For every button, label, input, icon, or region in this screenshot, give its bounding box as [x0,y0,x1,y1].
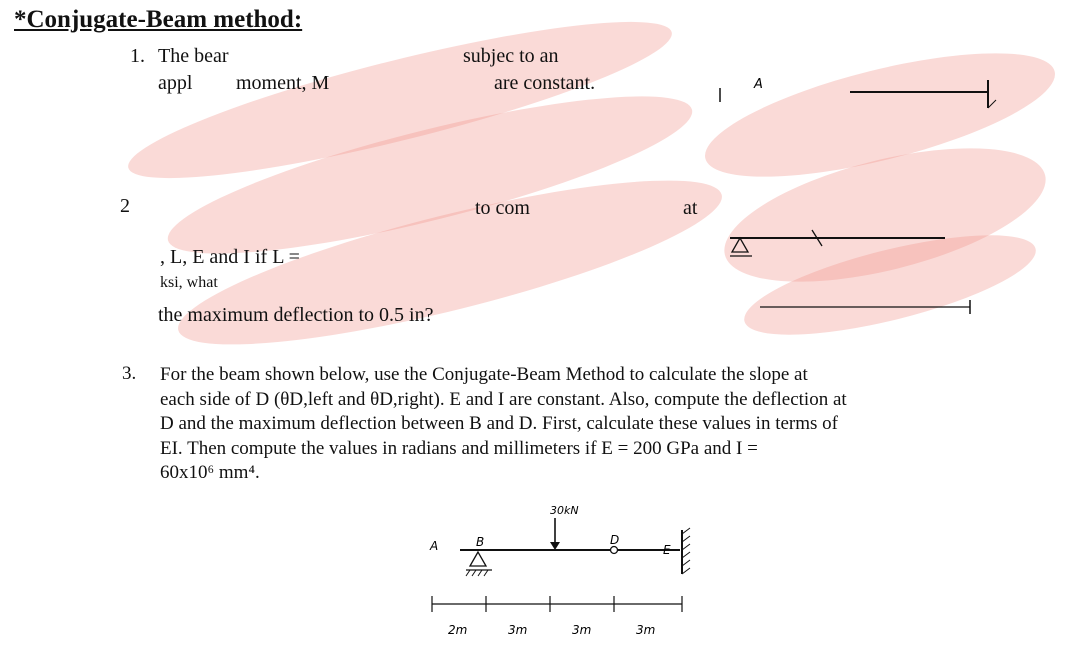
dimension-label: 3m [636,623,656,637]
problem-2-number: 2 [120,195,130,217]
page-heading: *Conjugate-Beam method: [14,6,303,33]
problem-1-line-2-mid: moment, M [236,72,330,94]
problem-1-number: 1. [130,45,145,67]
hinge-d [611,547,618,554]
problem-2-line-1-end: at [683,197,698,219]
point-e-label: E [663,543,671,557]
point-d-label: D [610,533,620,547]
problem-2-line-1-tail: to com [475,197,530,219]
problem-1-line-2: appl [158,72,193,94]
problem-3-line: each side of D (θD,left and θD,right). E and I are constant. Also, compute the deflection at [160,388,847,410]
point-b-label: B [476,535,485,549]
beam-figure [420,500,740,650]
dimension-label: 3m [508,623,528,637]
problem-1-line-1: The bear [158,45,229,67]
problem-2-line-4: ksi, what [160,274,218,291]
dimension-label: 2m [448,623,468,637]
problem-3-number: 3. [122,363,137,384]
partial-beam-figures [700,70,1040,340]
pin-support-b [466,552,492,576]
load-label: 30kN [550,504,579,517]
problem-3-text [160,363,1040,486]
beam-2-support [732,238,748,252]
dimension-label: 3m [572,623,592,637]
problem-1-line-2-tail: are constant. [494,72,596,94]
problem-3-line: For the beam shown below, use the Conjugate-Beam Method to calculate the slope at [160,364,808,385]
fixed-support-e [682,528,690,574]
problem-2-line-3: , L, E and I if L = [160,246,300,268]
right-figure-label-a: A [754,77,763,92]
problem-1-line-1-tail: subjec to an [463,45,559,67]
problem-3-line: 60x10⁶ mm⁴. [160,462,260,483]
point-a-label: A [430,539,439,553]
problem-3-line: EI. Then compute the values in radians and millimeters if E = 200 GPa and I = [160,437,758,459]
problem-2-line-5: the maximum deflection to 0.5 in? [158,304,434,326]
problem-3-line: D and the maximum deflection between B and D. First, calculate these values in terms of [160,413,838,434]
